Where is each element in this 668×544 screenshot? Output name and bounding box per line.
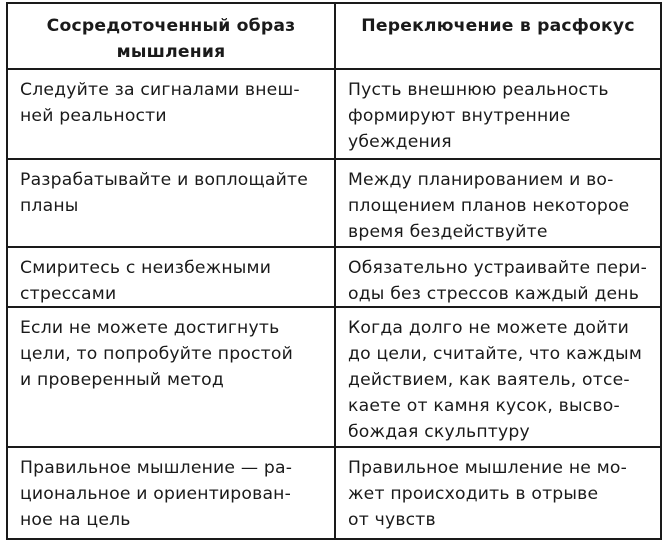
cell-line: Между планированием и во-	[348, 170, 614, 190]
cell-line: ное на цель	[20, 510, 131, 530]
cell-line: и проверенный метод	[20, 370, 224, 390]
cell-line: Правильное мышление не мо-	[348, 458, 627, 478]
cell-line: планы	[20, 196, 79, 216]
row-4-left-cell	[8, 308, 336, 448]
cell-line: стрессами	[20, 284, 117, 304]
row-2-right-cell	[336, 160, 660, 248]
cell-line: формируют внутренние	[348, 106, 571, 126]
header-line: Переключение в расфокус	[361, 16, 635, 36]
cell-line: время бездействуйте	[348, 222, 548, 242]
comparison-table	[6, 2, 662, 540]
cell-line: бождая скульптуру	[348, 422, 530, 442]
row-4-right-cell	[336, 308, 660, 448]
header-line: мышления	[116, 42, 226, 62]
cell-line: Если не можете достигнуть	[20, 318, 280, 338]
cell-line: ней реальности	[20, 106, 167, 126]
header-focused-mindset	[8, 4, 336, 70]
cell-line: циональное и ориентирован-	[20, 484, 292, 504]
cell-line: каете от камня кусок, высво-	[348, 396, 620, 416]
cell-line: Пусть внешнюю реальность	[348, 80, 609, 100]
cell-line: оды без стрессов каждый день	[348, 284, 640, 304]
row-5-left-cell	[8, 448, 336, 538]
row-1-left-cell	[8, 70, 336, 160]
cell-line: цели, то попробуйте простой	[20, 344, 293, 364]
cell-line: площением планов некоторое	[348, 196, 630, 216]
row-3-left-cell	[8, 248, 336, 308]
cell-line: жет происходить в отрыве	[348, 484, 599, 504]
header-defocus-switch	[336, 4, 660, 70]
cell-line: от чувств	[348, 510, 436, 530]
cell-line: Когда долго не можете дойти	[348, 318, 630, 338]
row-3-right-cell	[336, 248, 660, 308]
row-2-left-cell	[8, 160, 336, 248]
header-line: Сосредоточенный образ	[46, 16, 296, 36]
cell-line: Обязательно устраивайте пери-	[348, 258, 648, 278]
row-1-right-cell	[336, 70, 660, 160]
row-5-right-cell	[336, 448, 660, 538]
cell-line: действием, как ваятель, отсе-	[348, 370, 630, 390]
cell-line: до цели, считайте, что каждым	[348, 344, 642, 364]
cell-line: Смиритесь с неизбежными	[20, 258, 272, 278]
cell-line: Правильное мышление — ра-	[20, 458, 293, 478]
cell-line: убеждения	[348, 132, 452, 152]
cell-line: Следуйте за сигналами внеш-	[20, 80, 300, 100]
cell-line: Разрабатывайте и воплощайте	[20, 170, 308, 190]
